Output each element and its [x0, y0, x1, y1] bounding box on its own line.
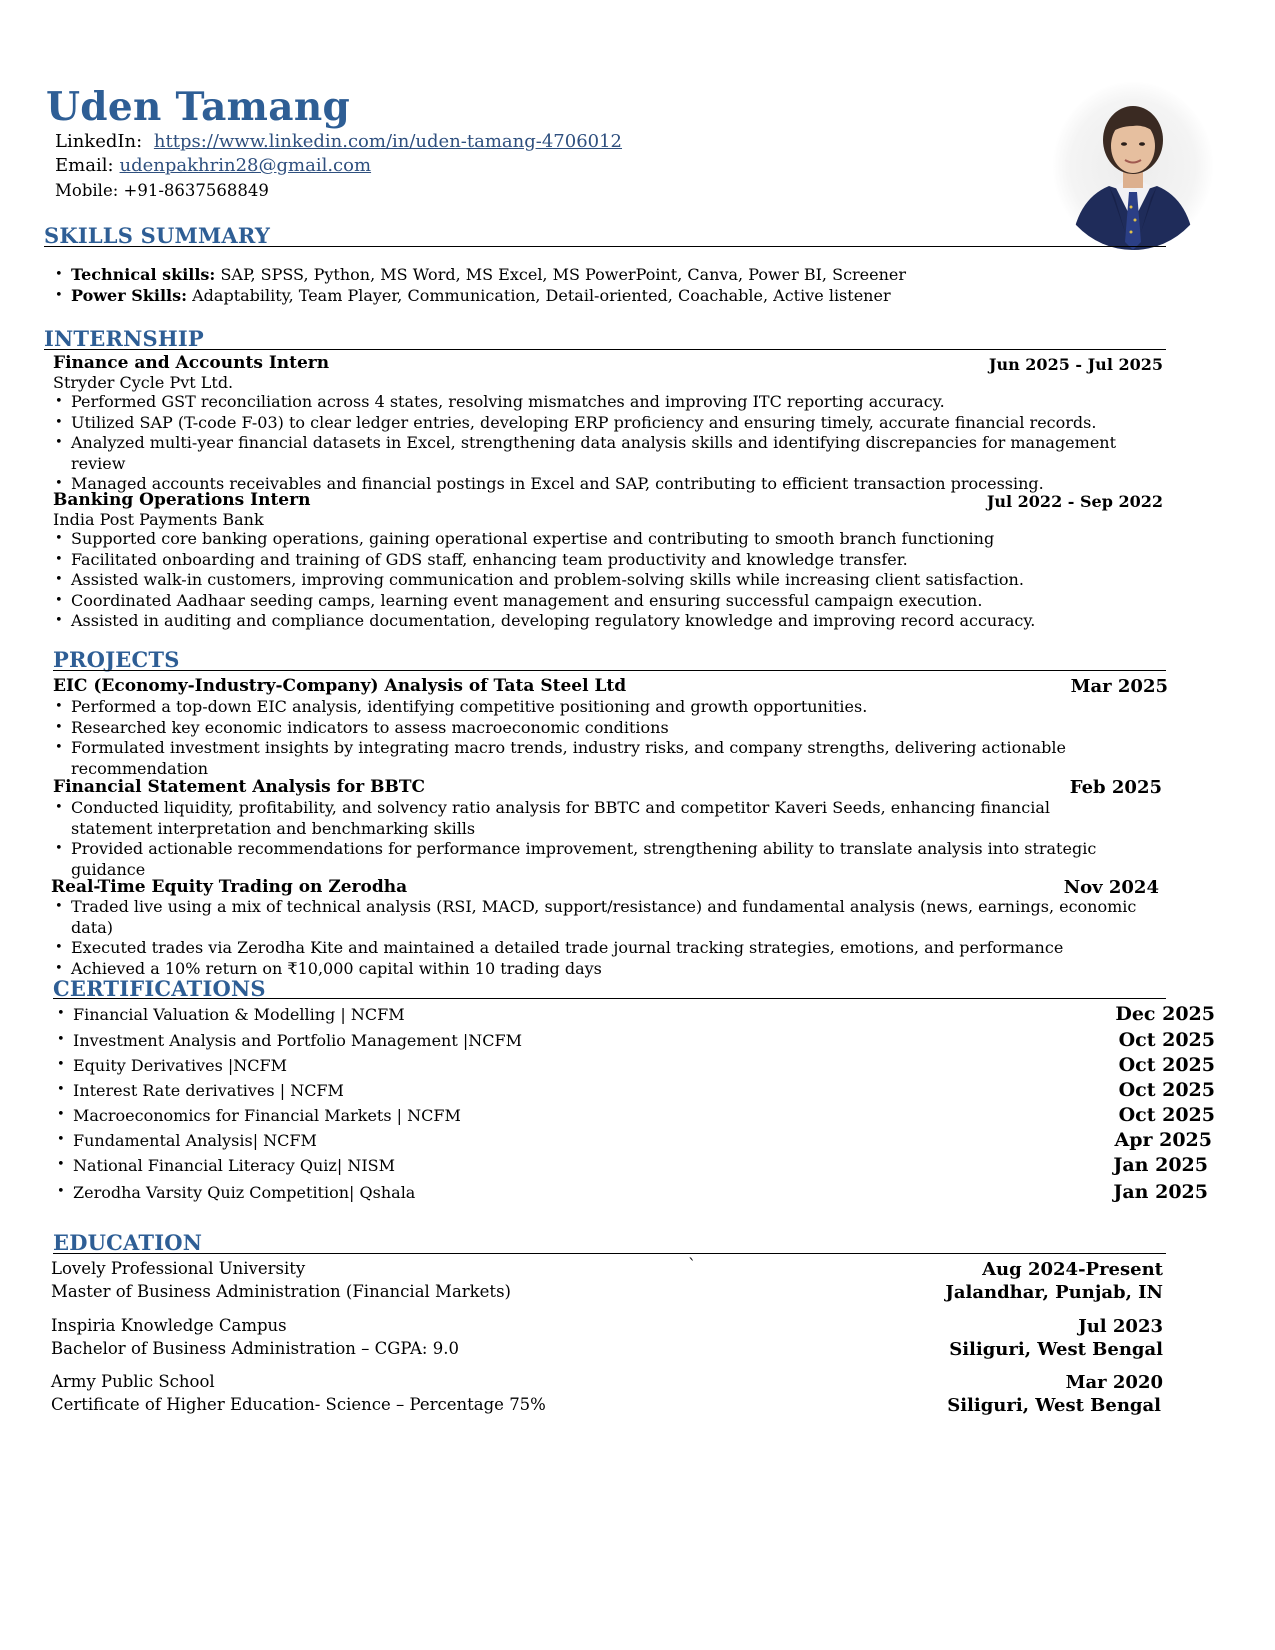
skills-item	[53, 265, 1153, 286]
job-bullets	[53, 392, 1163, 495]
cert-name: Equity Derivatives |NCFM	[73, 1056, 288, 1075]
job-bullet: • Performed GST reconciliation across 4 states, resolving mismatches and improving ITC reporting accuracy.	[53, 392, 1163, 413]
cert-name: Fundamental Analysis| NCFM	[73, 1131, 317, 1150]
internship-divider	[44, 349, 1166, 350]
job-title: Banking Operations Intern	[53, 490, 311, 510]
profile-photo	[1053, 82, 1213, 250]
project-title: Financial Statement Analysis for BBTC	[53, 777, 426, 797]
cert-row: • Investment Analysis and Portfolio Management |NCFM Oct 2025	[57, 1029, 1215, 1051]
job-bullet: • Assisted in auditing and compliance documentation, developing regulatory knowledge and improving record accuracy.	[53, 611, 1163, 632]
candidate-name: Uden Tamang	[46, 84, 351, 130]
project-bullet: • Provided actionable recommendations for performance improvement, strengthening ability to translate analysis into strategic guidance	[53, 839, 1131, 880]
job-date: Jun 2025 - Jul 2025	[988, 355, 1163, 374]
project-bullet: • Conducted liquidity, profitability, and solvency ratio analysis for BBTC and competitor Kaveri Seeds, enhancing financial statement interpretation and benchmarking skills	[53, 798, 1083, 839]
project-bullet: • Executed trades via Zerodha Kite and maintained a detailed trade journal tracking strategies, emotions, and performance	[53, 938, 1173, 959]
job-bullet: • Assisted walk-in customers, improving communication and problem-solving skills while increasing client satisfaction.	[53, 570, 1163, 591]
cert-name: Macroeconomics for Financial Markets | NCFM	[73, 1106, 461, 1125]
project-title: EIC (Economy-Industry-Company) Analysis of Tata Steel Ltd	[53, 676, 627, 696]
project-bullet: • Performed a top-down EIC analysis, identifying competitive positioning and growth opportunities.	[53, 697, 1173, 718]
cert-date: Oct 2025	[1118, 1054, 1215, 1076]
skills-item-text: SAP, SPSS, Python, MS Word, MS Excel, MS PowerPoint, Canva, Power BI, Screener	[220, 265, 907, 284]
edu-school: Lovely Professional University	[51, 1259, 306, 1278]
skills-item-label: Power Skills:	[71, 285, 188, 305]
skills-item-label: Technical skills:	[71, 265, 216, 284]
cert-date: Jan 2025	[1113, 1154, 1208, 1176]
cert-date: Oct 2025	[1118, 1104, 1215, 1126]
project-date: Mar 2025	[1070, 676, 1168, 697]
email-label: Email:	[55, 155, 114, 176]
job-title: Finance and Accounts Intern	[53, 353, 330, 373]
cert-date: Dec 2025	[1115, 1003, 1215, 1025]
cert-name: Zerodha Varsity Quiz Competition| Qshala	[73, 1183, 416, 1202]
job-bullet: • Analyzed multi-year financial datasets in Excel, strengthening data analysis skills and identifying discrepancies for management review	[53, 433, 1163, 474]
certifications-divider	[53, 998, 1166, 999]
email-line	[55, 155, 371, 177]
skills-item-text: Adaptability, Team Player, Communication, Detail-oriented, Coachable, Active listener	[192, 285, 891, 305]
skills-heading: SKILLS SUMMARY	[44, 223, 271, 248]
job-org: Stryder Cycle Pvt Ltd.	[53, 373, 234, 392]
skills-item	[53, 286, 1153, 307]
cert-row: • Zerodha Varsity Quiz Competition| Qshala Jan 2025	[57, 1181, 1208, 1203]
edu-date: Aug 2024-Present	[982, 1259, 1163, 1280]
edu-degree: Bachelor of Business Administration – CGPA: 9.0	[51, 1339, 459, 1358]
project-bullets	[53, 897, 1173, 979]
internship-heading: INTERNSHIP	[44, 326, 204, 351]
cert-row: • Interest Rate derivatives | NCFM Oct 2025	[57, 1079, 1215, 1101]
project-bullets	[53, 798, 1097, 880]
cert-date: Oct 2025	[1118, 1029, 1215, 1051]
job-bullet: • Facilitated onboarding and training of GDS staff, enhancing team productivity and knowledge transfer.	[53, 550, 1163, 571]
edu-location: Jalandhar, Punjab, IN	[945, 1282, 1163, 1303]
profile-photo-graphic	[1053, 82, 1213, 250]
stray-mark: `	[688, 1256, 697, 1275]
project-bullet: • Formulated investment insights by integrating macro trends, industry risks, and company strengths, delivering actionable recommendation	[53, 738, 1173, 779]
edu-school: Army Public School	[51, 1372, 215, 1391]
cert-row: • National Financial Literacy Quiz| NISM Jan 2025	[57, 1154, 1208, 1176]
cert-row: • Financial Valuation & Modelling | NCFM Dec 2025	[57, 1003, 1215, 1025]
edu-date: Mar 2020	[1065, 1372, 1163, 1393]
mobile-label: Mobile:	[55, 181, 119, 200]
job-bullet: • Supported core banking operations, gaining operational expertise and contributing to smooth branch functioning	[53, 529, 1163, 550]
education-heading: EDUCATION	[53, 1230, 203, 1255]
project-title: Real-Time Equity Trading on Zerodha	[51, 877, 408, 897]
projects-heading: PROJECTS	[53, 647, 180, 672]
project-bullet: • Researched key economic indicators to assess macroeconomic conditions	[53, 718, 1173, 739]
cert-name: Interest Rate derivatives | NCFM	[73, 1081, 344, 1100]
mobile-line	[55, 180, 269, 202]
job-bullet: • Coordinated Aadhaar seeding camps, learning event management and ensuring successful campaign execution.	[53, 591, 1163, 612]
edu-degree: Certificate of Higher Education- Science – Percentage 75%	[51, 1395, 546, 1414]
job-bullets	[53, 529, 1163, 632]
cert-row: • Fundamental Analysis| NCFM Apr 2025	[57, 1129, 1212, 1151]
job-bullet: • Managed accounts receivables and financial postings in Excel and SAP, contributing to efficient transaction processing.	[53, 474, 1163, 495]
cert-name: Financial Valuation & Modelling | NCFM	[73, 1005, 405, 1024]
cert-date: Apr 2025	[1114, 1129, 1212, 1151]
cert-row: • Macroeconomics for Financial Markets | NCFM Oct 2025	[57, 1104, 1215, 1126]
mobile-number: +91-8637568849	[123, 181, 269, 200]
edu-location: Siliguri, West Bengal	[949, 1339, 1163, 1360]
email-link[interactable]: udenpakhrin28@gmail.com	[119, 155, 372, 176]
cert-date: Jan 2025	[1113, 1181, 1208, 1203]
edu-location: Siliguri, West Bengal	[947, 1395, 1161, 1416]
cert-date: Oct 2025	[1118, 1079, 1215, 1101]
certifications-heading: CERTIFICATIONS	[53, 976, 266, 1001]
education-divider	[53, 1253, 1166, 1254]
linkedin-label: LinkedIn:	[55, 131, 143, 152]
linkedin-line	[55, 131, 622, 153]
cert-row: • Equity Derivatives |NCFM Oct 2025	[57, 1054, 1215, 1076]
edu-date: Jul 2023	[1078, 1316, 1163, 1337]
job-bullet: • Utilized SAP (T-code F-03) to clear ledger entries, developing ERP proficiency and ensuring timely, accurate financial records.	[53, 413, 1163, 434]
cert-name: Investment Analysis and Portfolio Management |NCFM	[73, 1031, 522, 1050]
project-date: Feb 2025	[1069, 777, 1162, 798]
edu-degree: Master of Business Administration (Financial Markets)	[51, 1282, 511, 1301]
project-bullets	[53, 697, 1173, 779]
job-date: Jul 2022 - Sep 2022	[986, 492, 1163, 511]
edu-school: Inspiria Knowledge Campus	[51, 1316, 287, 1335]
project-bullet: • Traded live using a mix of technical analysis (RSI, MACD, support/resistance) and fundamental analysis (news, earnings, economic data)	[53, 897, 1173, 938]
job-org: India Post Payments Bank	[53, 510, 264, 529]
linkedin-link[interactable]: https://www.linkedin.com/in/uden-tamang-4706012	[153, 131, 623, 152]
skills-divider	[44, 246, 1166, 247]
project-bullet: • Achieved a 10% return on ₹10,000 capital within 10 trading days	[53, 959, 1173, 980]
cert-name: National Financial Literacy Quiz| NISM	[73, 1156, 395, 1175]
project-date: Nov 2024	[1063, 877, 1159, 898]
projects-divider	[53, 670, 1166, 671]
skills-list	[53, 265, 1153, 306]
